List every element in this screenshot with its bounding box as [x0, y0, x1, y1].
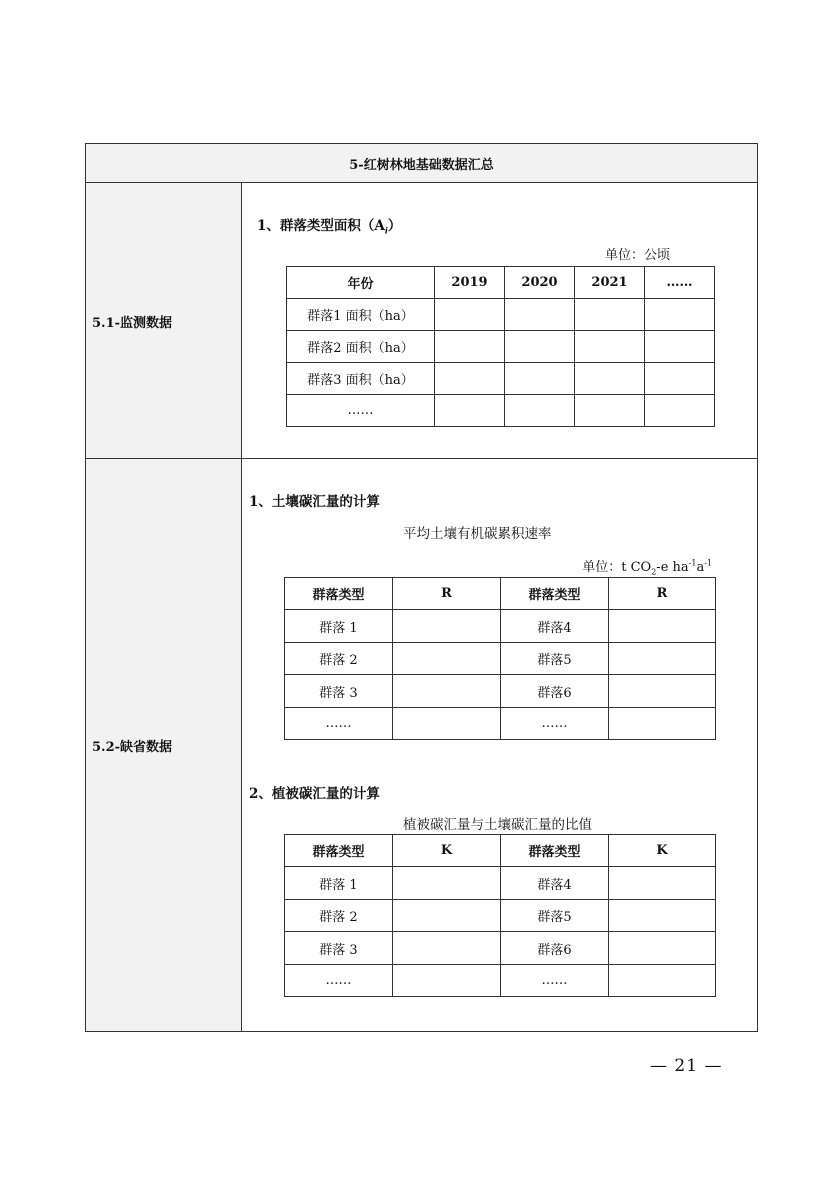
table-cell — [393, 708, 501, 740]
table-cell — [393, 900, 501, 932]
header-cell: 年份 — [287, 267, 435, 299]
table-cell: 群落 1 — [285, 610, 393, 643]
section-title: 5-红树林地基础数据汇总 — [86, 144, 757, 183]
vegetation-caption: 植被碳汇量与土壤碳汇量的比值 — [403, 817, 592, 833]
table-cell: 群落 3 — [285, 932, 393, 965]
table-cell: 群落5 — [501, 643, 609, 675]
soil-table — [284, 577, 716, 740]
table-cell — [505, 395, 575, 427]
table-cell: 群落6 — [501, 675, 609, 708]
table-header-row — [285, 578, 716, 610]
table-row — [287, 331, 715, 363]
soil-unit-prefix: 单位：t CO — [582, 560, 652, 575]
table-cell: …… — [501, 708, 609, 740]
table-cell: 群落1 面积（ha） — [287, 299, 435, 331]
soil-unit — [520, 556, 712, 577]
header-cell: K — [393, 835, 501, 867]
table-cell: 群落 2 — [285, 900, 393, 932]
monitoring-label: 5.1-监测数据 — [86, 183, 242, 459]
area-heading-sub: i — [384, 225, 388, 236]
table-row — [285, 610, 716, 643]
table-cell: …… — [501, 965, 609, 997]
soil-unit-sup2: -1 — [704, 558, 712, 568]
table-cell: …… — [285, 965, 393, 997]
table-cell: …… — [285, 708, 393, 740]
table-cell — [435, 363, 505, 395]
soil-unit-sub: 2 — [651, 567, 657, 577]
table-cell — [609, 643, 716, 675]
table-cell — [609, 675, 716, 708]
table-row — [287, 363, 715, 395]
table-cell — [505, 331, 575, 363]
table-row — [285, 867, 716, 900]
table-row — [285, 900, 716, 932]
table-cell — [505, 363, 575, 395]
page-number: — 21 — — [650, 1056, 723, 1076]
table-cell: 群落 2 — [285, 643, 393, 675]
table-cell — [393, 932, 501, 965]
table-cell — [393, 965, 501, 997]
table-row — [287, 395, 715, 427]
table-cell — [609, 867, 716, 900]
table-row — [287, 299, 715, 331]
header-cell: 群落类型 — [501, 835, 609, 867]
table-cell: 群落 3 — [285, 675, 393, 708]
table-cell — [575, 363, 645, 395]
table-cell — [645, 299, 715, 331]
header-cell: K — [609, 835, 716, 867]
header-cell: R — [609, 578, 716, 610]
soil-heading: 1、土壤碳汇量的计算 — [249, 494, 380, 510]
table-cell — [645, 395, 715, 427]
table-cell: 群落 1 — [285, 867, 393, 900]
soil-unit-mid1: -e ha — [656, 560, 689, 575]
table-cell: 群落4 — [501, 867, 609, 900]
table-cell — [575, 331, 645, 363]
table-cell — [393, 643, 501, 675]
table-header-row — [285, 835, 716, 867]
header-cell: 2021 — [575, 267, 645, 299]
header-cell: R — [393, 578, 501, 610]
table-row — [285, 675, 716, 708]
defaults-label: 5.2-缺省数据 — [86, 459, 242, 1031]
table-cell — [575, 395, 645, 427]
table-cell: …… — [287, 395, 435, 427]
table-row — [285, 708, 716, 740]
table-cell — [575, 299, 645, 331]
table-header-row — [287, 267, 715, 299]
table-cell — [505, 299, 575, 331]
header-cell: 2020 — [505, 267, 575, 299]
header-cell: 群落类型 — [285, 578, 393, 610]
table-row — [285, 932, 716, 965]
table-cell — [609, 708, 716, 740]
table-cell: 群落3 面积（ha） — [287, 363, 435, 395]
table-cell — [645, 363, 715, 395]
vegetation-table — [284, 834, 716, 997]
area-heading-text: 1、群落类型面积（A — [257, 218, 385, 234]
table-cell — [645, 331, 715, 363]
area-heading-close: ） — [387, 218, 402, 234]
area-unit: 单位：公顷 — [604, 248, 670, 263]
table-cell: 群落5 — [501, 900, 609, 932]
table-cell: 群落2 面积（ha） — [287, 331, 435, 363]
table-cell — [393, 610, 501, 643]
header-cell: 群落类型 — [285, 835, 393, 867]
soil-caption: 平均土壤有机碳累积速率 — [403, 526, 552, 542]
table-cell — [609, 932, 716, 965]
header-cell: …… — [645, 267, 715, 299]
table-cell — [393, 867, 501, 900]
soil-unit-sup1: -1 — [688, 558, 697, 568]
table-cell — [609, 610, 716, 643]
table-cell: 群落4 — [501, 610, 609, 643]
header-cell: 2019 — [435, 267, 505, 299]
table-cell: 群落6 — [501, 932, 609, 965]
area-heading — [257, 214, 401, 236]
area-table — [286, 266, 715, 427]
table-cell — [393, 675, 501, 708]
header-cell: 群落类型 — [501, 578, 609, 610]
table-cell — [609, 965, 716, 997]
table-cell — [435, 299, 505, 331]
soil-unit-mid2: a — [696, 560, 705, 575]
table-cell — [435, 395, 505, 427]
vegetation-heading: 2、植被碳汇量的计算 — [249, 786, 380, 802]
table-row — [285, 965, 716, 997]
table-cell — [435, 331, 505, 363]
table-row — [285, 643, 716, 675]
table-cell — [609, 900, 716, 932]
